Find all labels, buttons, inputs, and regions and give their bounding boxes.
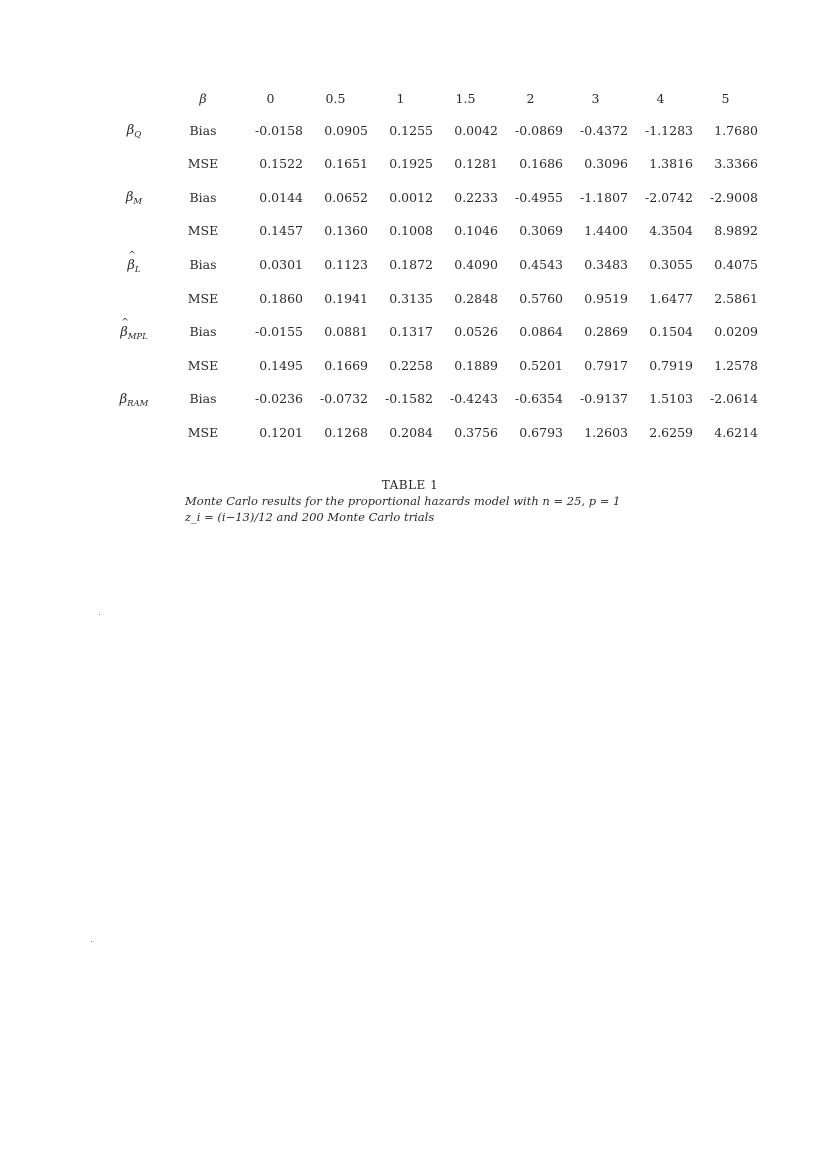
- table-cell: 0.7917: [584, 357, 628, 373]
- estimator-cell: [100, 181, 168, 215]
- table-cell: 0.1268: [324, 424, 368, 440]
- table-row: [100, 349, 758, 383]
- table-cell: 0.1457: [259, 223, 303, 239]
- table-cell: 0.1889: [454, 357, 498, 373]
- estimator-symbol: β: [119, 392, 128, 408]
- table-row: [100, 416, 758, 450]
- caption-line-1: Monte Carlo results for the proportional hazards model with n = 25, p = 1: [185, 494, 621, 508]
- estimator-symbol: β: [120, 324, 128, 340]
- table-cell: 0.2233: [454, 189, 498, 205]
- beta-value-header: 5: [721, 90, 730, 106]
- estimator-cell: [100, 248, 168, 282]
- table-cell: 0.1860: [259, 290, 303, 306]
- table-cell: 0.4075: [714, 256, 758, 272]
- table-cell: 1.5103: [649, 391, 693, 407]
- table-body: [100, 114, 758, 450]
- beta-value-header: 3: [591, 90, 600, 106]
- estimator-cell: [100, 114, 168, 148]
- estimator-label: [127, 250, 141, 275]
- estimator-cell: [100, 383, 168, 417]
- table-cell: 0.6793: [519, 424, 563, 440]
- table-cell: 0.1522: [259, 156, 303, 172]
- caption-title: TABLE 1: [381, 478, 439, 492]
- table-cell: 0.3055: [649, 256, 693, 272]
- table-row: [100, 248, 758, 282]
- table-cell: -2.0614: [710, 391, 758, 407]
- table-cell: 4.6214: [714, 424, 758, 440]
- table-cell: 0.2869: [584, 324, 628, 340]
- table-cell: 0.1686: [519, 156, 563, 172]
- table-row: [100, 282, 758, 316]
- table-cell: 1.3816: [649, 156, 693, 172]
- table-row: [100, 383, 758, 417]
- table-cell: 2.5861: [714, 290, 758, 306]
- statistic-label: Bias: [189, 324, 217, 340]
- estimator-hat: ^: [128, 250, 136, 261]
- table-cell: 0.1281: [454, 156, 498, 172]
- beta-column-label: β: [199, 90, 207, 106]
- table-cell: -0.0869: [515, 122, 563, 138]
- estimator-subscript: Q: [134, 130, 142, 141]
- table-cell: 0.1123: [324, 256, 368, 272]
- table-cell: 0.7919: [649, 357, 693, 373]
- estimator-label: [125, 190, 143, 208]
- table-cell: -0.0236: [255, 391, 303, 407]
- monte-carlo-results-table: [100, 84, 758, 450]
- table-cell: 0.4090: [454, 256, 498, 272]
- table-row: [100, 215, 758, 249]
- estimator-subscript: RAM: [127, 399, 149, 410]
- table-cell: 1.6477: [649, 290, 693, 306]
- table-cell: -0.0155: [255, 324, 303, 340]
- statistic-label: Bias: [189, 122, 217, 138]
- table-cell: 0.5201: [519, 357, 563, 373]
- table-cell: 0.1046: [454, 223, 498, 239]
- statistic-label: MSE: [187, 424, 219, 440]
- beta-value-header: 1.5: [455, 90, 476, 106]
- table-cell: 1.4400: [584, 223, 628, 239]
- estimator-symbol: β: [126, 123, 135, 139]
- table-cell: 0.2258: [389, 357, 433, 373]
- table-cell: 0.1941: [324, 290, 368, 306]
- table-cell: -2.9008: [710, 189, 758, 205]
- table-cell: 1.7680: [714, 122, 758, 138]
- table-cell: 0.0652: [324, 189, 368, 205]
- table-cell: -1.1283: [645, 122, 693, 138]
- scan-speck: [99, 614, 100, 615]
- table-cell: 2.6259: [649, 424, 693, 440]
- estimator-label: [126, 123, 142, 141]
- estimator-cell: [100, 282, 168, 316]
- table-cell: 0.3069: [519, 223, 563, 239]
- table-cell: 0.0144: [259, 189, 303, 205]
- scan-speck: [91, 941, 92, 942]
- statistic-label: Bias: [189, 256, 217, 272]
- table-cell: 0.0864: [519, 324, 563, 340]
- table-cell: 0.3483: [584, 256, 628, 272]
- table-cell: -0.0732: [320, 391, 368, 407]
- beta-value-header: 0: [266, 90, 275, 106]
- table-cell: 0.1669: [324, 357, 368, 373]
- statistic-label: MSE: [187, 156, 219, 172]
- table-cell: 0.0042: [454, 122, 498, 138]
- table-cell: 0.3756: [454, 424, 498, 440]
- estimator-cell: [100, 148, 168, 182]
- table-cell: -0.6354: [515, 391, 563, 407]
- table-cell: 0.3096: [584, 156, 628, 172]
- table-cell: 0.1201: [259, 424, 303, 440]
- table-cell: 0.1360: [324, 223, 368, 239]
- table-cell: 0.9519: [584, 290, 628, 306]
- caption-line-2: z_i = (i−13)/12 and 200 Monte Carlo trials: [185, 509, 435, 524]
- estimator-symbol: β: [127, 257, 135, 273]
- table-cell: -0.4243: [450, 391, 498, 407]
- table-cell: -0.9137: [580, 391, 628, 407]
- estimator-hat: ^: [121, 317, 129, 328]
- table-cell: 0.1504: [649, 324, 693, 340]
- table-cell: 1.2603: [584, 424, 628, 440]
- estimator-cell: [100, 215, 168, 249]
- table-cell: 0.2848: [454, 290, 498, 306]
- estimator-subscript: MPL: [127, 331, 148, 342]
- table-cell: 0.1872: [389, 256, 433, 272]
- table-cell: 0.1495: [259, 357, 303, 373]
- table-cell: 0.1317: [389, 324, 433, 340]
- estimator-subscript: M: [133, 197, 143, 208]
- table-cell: -2.0742: [645, 189, 693, 205]
- statistic-label: Bias: [189, 391, 217, 407]
- table-cell: 0.0905: [324, 122, 368, 138]
- table-header-row: [100, 84, 758, 114]
- table-cell: -0.4372: [580, 122, 628, 138]
- table-cell: -0.1582: [385, 391, 433, 407]
- table-caption: [185, 478, 645, 525]
- table-cell: 0.1008: [389, 223, 433, 239]
- table-cell: 0.5760: [519, 290, 563, 306]
- estimator-cell: [100, 316, 168, 350]
- estimator-label: [119, 392, 149, 410]
- table-cell: 0.0301: [259, 256, 303, 272]
- table-cell: 0.0209: [714, 324, 758, 340]
- table-cell: 0.0881: [324, 324, 368, 340]
- table-cell: 3.3366: [714, 156, 758, 172]
- table-cell: 0.1925: [389, 156, 433, 172]
- table-row: [100, 316, 758, 350]
- table-cell: -1.1807: [580, 189, 628, 205]
- beta-value-header: 2: [526, 90, 535, 106]
- table-cell: -0.4955: [515, 189, 563, 205]
- table-cell: 0.3135: [389, 290, 433, 306]
- beta-value-header: 4: [656, 90, 665, 106]
- statistic-label: MSE: [187, 290, 219, 306]
- table-cell: 0.1651: [324, 156, 368, 172]
- table-cell: 0.2084: [389, 424, 433, 440]
- table-row: [100, 114, 758, 148]
- beta-value-header: 1: [396, 90, 405, 106]
- table-row: [100, 148, 758, 182]
- beta-value-header: 0.5: [325, 90, 346, 106]
- estimator-subscript: L: [134, 264, 141, 275]
- table-cell: 1.2578: [714, 357, 758, 373]
- header-spacer: [100, 84, 168, 114]
- table-cell: 0.4543: [519, 256, 563, 272]
- table-cell: 0.1255: [389, 122, 433, 138]
- statistic-label: Bias: [189, 189, 217, 205]
- estimator-cell: [100, 349, 168, 383]
- table-cell: 8.9892: [714, 223, 758, 239]
- table-cell: 0.0012: [389, 189, 433, 205]
- table-cell: -0.0158: [255, 122, 303, 138]
- estimator-symbol: β: [125, 190, 134, 206]
- table-row: [100, 181, 758, 215]
- statistic-label: MSE: [187, 223, 219, 239]
- estimator-label: [120, 317, 148, 342]
- table-cell: 0.0526: [454, 324, 498, 340]
- statistic-label: MSE: [187, 357, 219, 373]
- table-cell: 4.3504: [649, 223, 693, 239]
- estimator-cell: [100, 416, 168, 450]
